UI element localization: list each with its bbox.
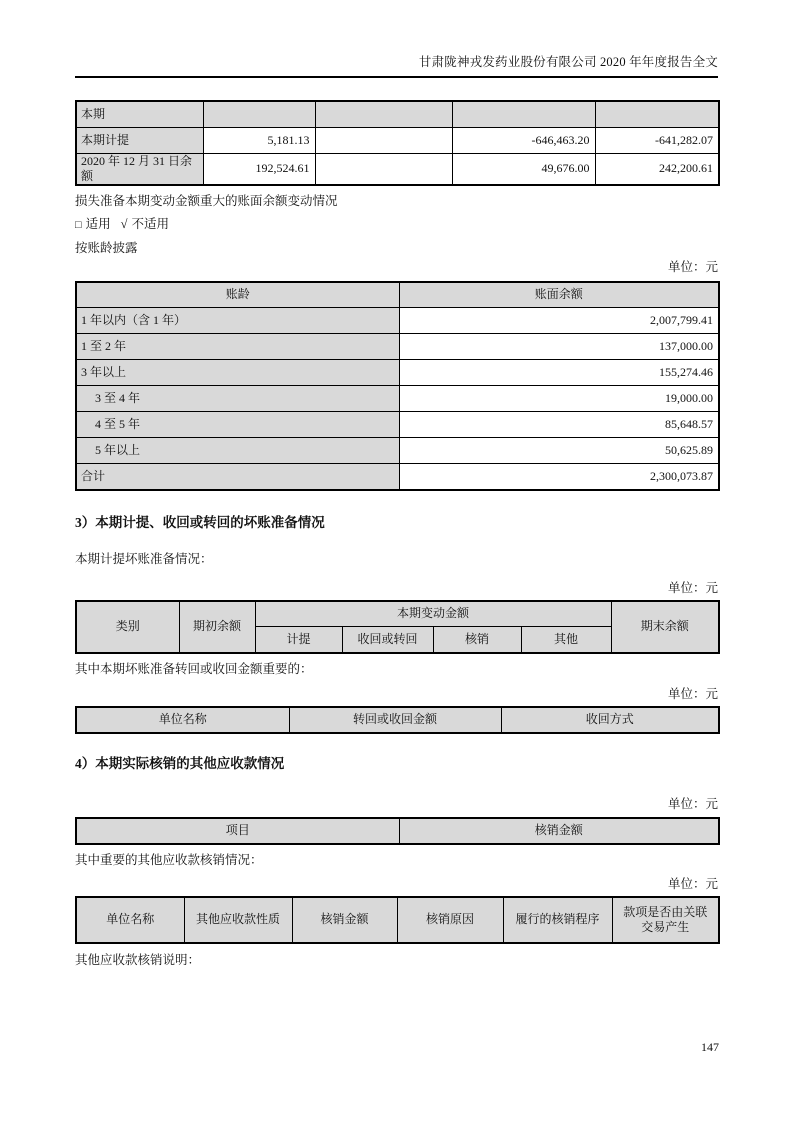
section3-intro: 本期计提坏账准备情况：: [75, 551, 213, 566]
table-row: [76, 438, 719, 464]
column-header: 账龄: [76, 282, 399, 308]
table-cell: 155,274.46: [399, 360, 719, 386]
section3-important-note: 其中本期坏账准备转回或收回金额重要的：: [75, 661, 313, 676]
section3-heading: 3）本期计提、收回或转回的坏账准备情况: [75, 514, 325, 530]
column-header: 收回方式: [501, 707, 719, 733]
table-row: [76, 360, 719, 386]
table-cell: [315, 127, 452, 153]
table-cell: [595, 101, 719, 127]
unit-label: 单位：元: [667, 259, 718, 274]
aging-table: [75, 281, 720, 491]
writeoff-table: [75, 817, 720, 845]
table-cell: -641,282.07: [595, 127, 719, 153]
row-label: 本期计提: [76, 127, 203, 153]
table-header-row: [76, 707, 719, 733]
table-cell: -646,463.20: [452, 127, 595, 153]
table-cell: 19,000.00: [399, 386, 719, 412]
table-row: [76, 101, 719, 127]
table-cell: [315, 153, 452, 185]
table-row: [76, 464, 719, 490]
column-header: 核销金额: [399, 818, 719, 844]
row-label: 5 年以上: [76, 438, 399, 464]
column-group-header: 本期变动金额: [255, 601, 611, 627]
table-cell: [315, 101, 452, 127]
checkmark-icon: √: [120, 216, 128, 231]
column-header: 核销原因: [397, 897, 503, 943]
carryover-table: [75, 100, 720, 186]
checkbox-unchecked-icon: □: [75, 218, 82, 231]
column-header: 履行的核销程序: [503, 897, 612, 943]
row-label: 1 至 2 年: [76, 334, 399, 360]
unit-label: 单位：元: [667, 686, 718, 701]
row-label: 3 至 4 年: [76, 386, 399, 412]
applicable-label: 适用: [85, 216, 111, 231]
table-row: [76, 153, 719, 185]
aging-disclosure-note: 按账龄披露: [75, 240, 138, 255]
unit-label: 单位：元: [667, 876, 718, 891]
column-header: 收回或转回: [342, 627, 433, 653]
column-header: 期初余额: [179, 601, 255, 653]
important-writeoff-table: [75, 896, 720, 944]
unit-label: 单位：元: [667, 796, 718, 811]
report-header-title: 甘肃陇神戎发药业股份有限公司 2020 年年度报告全文: [75, 0, 718, 78]
table-row: [76, 386, 719, 412]
row-label: 本期: [76, 101, 203, 127]
table-header-row: [76, 818, 719, 844]
table-cell: 137,000.00: [399, 334, 719, 360]
row-label: 2020 年 12 月 31 日余额: [76, 153, 203, 185]
column-header: 其他: [521, 627, 611, 653]
table-cell: 50,625.89: [399, 438, 719, 464]
table-header-row: [76, 601, 719, 627]
column-header: 单位名称: [76, 897, 184, 943]
column-header: 转回或收回金额: [289, 707, 501, 733]
loss-change-note: 损失准备本期变动金额重大的账面余额变动情况: [75, 193, 338, 208]
writeoff-explanation-note: 其他应收款核销说明：: [75, 952, 201, 967]
page-content: [75, 0, 718, 968]
table-cell: 192,524.61: [203, 153, 315, 185]
table-cell: 49,676.00: [452, 153, 595, 185]
recovery-table: [75, 706, 720, 734]
provision-table: [75, 600, 720, 654]
row-label: 合计: [76, 464, 399, 490]
applicability-line: [75, 216, 718, 233]
table-cell: [452, 101, 595, 127]
column-header: 单位名称: [76, 707, 289, 733]
column-header: 项目: [76, 818, 399, 844]
column-header: 计提: [255, 627, 342, 653]
column-header: 核销: [433, 627, 521, 653]
table-row: [76, 334, 719, 360]
table-header-row: [76, 897, 719, 943]
section4-important-note: 其中重要的其他应收款核销情况：: [75, 852, 263, 867]
page-number: 147: [701, 1040, 719, 1054]
column-header: 类别: [76, 601, 179, 653]
table-cell: 5,181.13: [203, 127, 315, 153]
unit-label: 单位：元: [667, 580, 718, 595]
column-header: 款项是否由关联交易产生: [612, 897, 719, 943]
column-header: 其他应收款性质: [184, 897, 292, 943]
table-cell: 2,007,799.41: [399, 308, 719, 334]
not-applicable-label: 不适用: [131, 216, 170, 231]
column-header: 账面余额: [399, 282, 719, 308]
section4-heading: 4）本期实际核销的其他应收款情况: [75, 755, 285, 771]
table-header-row: [76, 282, 719, 308]
column-header: 期末余额: [611, 601, 719, 653]
table-cell: 2,300,073.87: [399, 464, 719, 490]
table-cell: [203, 101, 315, 127]
table-row: [76, 412, 719, 438]
table-row: [76, 127, 719, 153]
column-header: 核销金额: [292, 897, 397, 943]
table-row: [76, 308, 719, 334]
table-cell: 85,648.57: [399, 412, 719, 438]
table-cell: 242,200.61: [595, 153, 719, 185]
row-label: 3 年以上: [76, 360, 399, 386]
row-label: 1 年以内（含 1 年）: [76, 308, 399, 334]
row-label: 4 至 5 年: [76, 412, 399, 438]
